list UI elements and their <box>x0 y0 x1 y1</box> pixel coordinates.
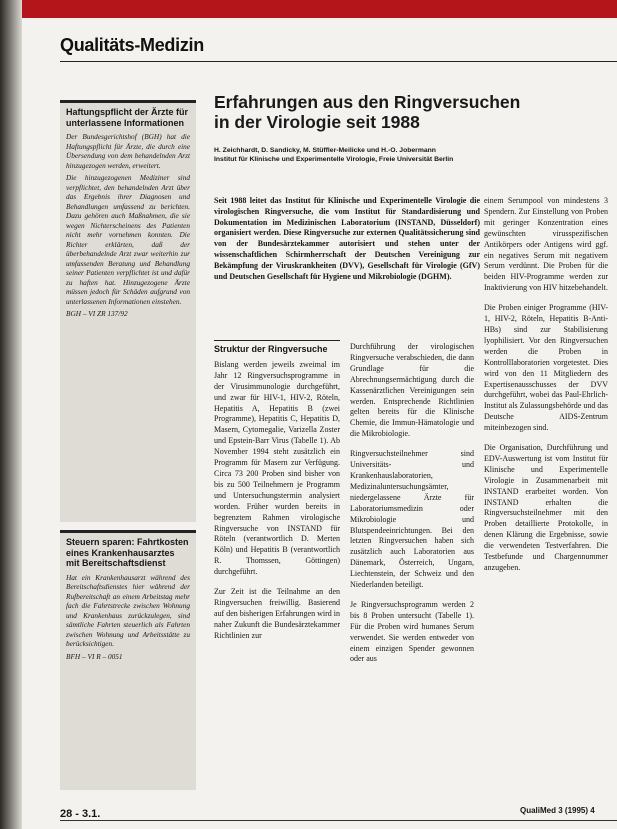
sidebar-paragraph: Hat ein Krankenhausarzt während des Bereitschaftsdienstes hier während der Rufbereitschaft an einem Arbeitstag mehr fach die Fahrtstrecke zwischen Wohnung und Krankenhaus zurückzulegen, sind sämtliche Fahrten steuerlich als Fahrten zwischen Wohnung und Arbeitsstätte zu berücksichtigen. <box>66 572 190 648</box>
page-number: 28 - 3.1. <box>60 808 101 820</box>
sidebar-box-liability <box>60 100 196 522</box>
magazine-citation: QualiMed 3 (1995) 4 <box>520 806 595 815</box>
page-edge-shadow <box>0 0 22 829</box>
article-paragraph: Je Ringversuchsprogramm werden 2 bis 8 Proben untersucht (Tabelle 1). Für die Proben wird humanes Serum verwendet. Sie werden entweder von einem einzigen Spender gewonnen oder aus <box>350 599 474 664</box>
sidebar-reference: BGH – VI ZR 137/92 <box>66 309 128 318</box>
article-paragraph: einem Serumpool von mindestens 3 Spendern. Zur Einstellung von Proben mit geringer Konzentration eines gewünschten virusspezifischen Antikörpers oder Antigens wird ggf. ein negatives Serum mit negativem Serum verdünnt. Die Proben für die beiden HIV-Programme werden zur Inaktivierung von HIV hitzebehandelt. <box>484 196 608 293</box>
article-paragraph: Zur Zeit ist die Teilnahme an den Ringversuchen freiwillig. Basierend auf den bisherigen Erfahrungen wird in naher Zukunft die Bundesärztekammer Richtlinien zur <box>214 587 340 640</box>
sidebar-reference: BFH – VI R – 0051 <box>66 651 123 661</box>
article-column-2 <box>350 342 474 802</box>
article-intro: Seit 1988 leitet das Institut für Klinische und Experimentelle Virologie die virologischen Ringversuche, die vom Institut für Standardisierung und Dokumentation im Medizinischen Laboratorium (INSTAND, Düsseldorf) organisiert werden. Diese Ringversuche zur externen Qualitätssicherung sind von der Bundesärztekammer autorisiert und stehen unter der wissenschaftlichen Schirmherrschaft der Deutschen Vereinigung zur Bekämpfung der Viruskrankheiten (DVV), Gesellschaft für Virologie (GfV) und Deutschen Gesellschaft für Hygiene und Mikrobiologie (DGHM). <box>214 196 480 281</box>
article-paragraph: Die Proben einiger Programme (HIV-1, HIV-2, Röteln, Hepatitis B-Anti-HBs) sind zur Stabilisierung lyophilisiert. Vor den Ringversuchen werden die Proben in Kontrolllaboratorien vorgetestet. Dies wird von den 11 Mitgliedern des Expertisenausschusses der DVV durchgeführt, wobei das Paul-Ehrlich-Institut als Zulassungsbehörde und das Deutsche AIDS-Zentrum miteinbezogen sind. <box>484 303 608 433</box>
header-rule <box>60 61 617 62</box>
sidebar-box-title: Steuern sparen: Fahrtkosten eines Krankenhausarztes mit Bereitschaftsdienst <box>66 537 189 568</box>
sidebar-box-title: Haftungspflicht der Ärzte für unterlassene Informationen <box>66 107 189 128</box>
article-paragraph: Die Organisation, Durchführung und EDV-Auswertung ist vom Institut für Klinische und Experimentelle Virologie in Zusammenarbeit mit INSTAND erarbeitet worden. Von INSTAND erhalten die Ringversuchsteilnehmer mit den Proben detaillierte Protokolle, in denen Klärung die Ergebnisse, sowie die verwendeten Testverfahren. Die Testbefunde und Chargennummer anzugeben. <box>484 443 608 572</box>
sidebar-box-taxes <box>60 530 196 790</box>
red-header-bar <box>22 0 617 18</box>
sidebar-paragraph: Der Bundesgerichtshof (BGH) hat die Haftungspflicht für Ärzte, die durch eine Übersendung von dem behandelnden Arzt hinzugezogen werden, erweitert. <box>66 132 190 170</box>
article-byline <box>214 146 514 164</box>
article-affiliation: Institut für Klinische und Experimentelle Virologie, Freie Universität Berlin <box>214 156 454 163</box>
article-subheading: Struktur der Ringversuche <box>214 340 340 355</box>
article-paragraph: Durchführung der virologischen Ringversuche verabschieden, die dann Grundlage für die Abrechnungsermächtigung durch die Kassenärztlichen Vereinigungen sein werden. Entsprechende Richtlinien gelten bereits für die Klinische Chemie, die Immun-Hämatologie und die Mikrobiologie. <box>350 342 474 439</box>
section-title: Qualitäts-Medizin <box>60 35 204 55</box>
sidebar-paragraph: Die hinzugezogenen Mediziner sind verpflichtet, den behandelnden Arzt über das Ergebnis ihrer Diagnosen und Behandlungen umfassend zu berichten. Dazu gehören auch Maßnahmen, die sie wegen Nichterscheinens des Patienten nicht mehr vornehmen konnten. Die Richter erklärten, daß der überbehandelnde Arzt zwar weiterhin zur umfassenden Beratung und Behandlung seiner Patienten verpflichtet ist und dafür zu haften hat. Hinzugezogene Ärzte müssen jedoch für Schäden aufgrund von unterlassenen Informationen einstehen. <box>66 173 190 306</box>
footer-rule <box>60 820 617 821</box>
article-column-1 <box>214 340 340 802</box>
article-column-3 <box>484 196 608 802</box>
article-authors: H. Zeichhardt, D. Sandicky, M. Stüffler-Meilicke und H.-O. Jobermann <box>214 147 436 154</box>
article-paragraph: Ringversuchsteilnehmer sind Universitäts- und Krankenhauslaboratorien, Medizinaluntersuchungsämter, niedergelassene Ärzte für Laboratoriumsmedizin oder Mikrobiologie und Blutspendeeinrichtungen. Bei den letzten Ringversuchen haben sich zusätzlich auch Laboratorien aus Dänemark, Österreich, Ungarn, Liechtenstein, der Schweiz und den Niederlanden beteiligt. <box>350 449 474 590</box>
article-title: Erfahrungen aus den Ringversuchen in der Virologie seit 1988 <box>214 92 521 132</box>
article-paragraph: Bislang werden jeweils zweimal im Jahr 12 Ringversuchsprogramme in der Virusimmunologie durchgeführt, und zwar für HIV-1, HIV-2, Röteln, Hepatitis A, Hepatitis B (zwei Programme), Hepatitis C, Hepatitis D, Masern, Cytomegalie, Varizella Zoster und Epstein-Barr Virus (Tabelle 1). Ab November 1994 steht zusätzlich ein Programm für Masern zur Verfügung. Circa 73 200 Proben sind bisher von bis zu 500 Teilnehmern je Programm und Untersuchungstermin analysiert worden. Früher wurden bereits in begrenztem Rahmen virologische Ringversuche von INSTAND für Röteln (verantwortlich D. Merten Köln) und Hepatitis B (verantwortlich R. Thomssen, Göttingen) durchgeführt. <box>214 359 340 577</box>
